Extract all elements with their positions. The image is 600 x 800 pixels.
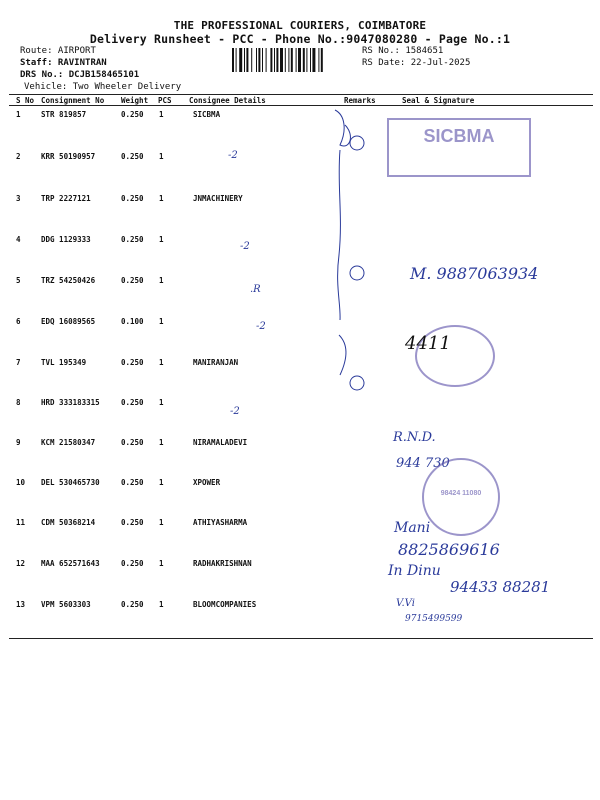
col-weight: Weight — [121, 96, 149, 105]
signature-row9: R.N.D. — [393, 430, 436, 445]
row-consignment: HRD 333183315 — [41, 398, 100, 407]
row-consignment: KRR 50190957 — [41, 152, 96, 161]
row-sno: 6 — [16, 317, 21, 326]
table-row — [0, 600, 600, 642]
row-weight: 0.250 — [121, 398, 144, 407]
row-consignee: ATHIYASHARMA — [193, 518, 248, 527]
row-pcs: 1 — [159, 358, 164, 367]
row-consignment: CDM 50368214 — [41, 518, 96, 527]
row-consignment: DDG 1129333 — [41, 235, 91, 244]
col-pcs: PCS — [158, 96, 172, 105]
row-consignment: DEL 530465730 — [41, 478, 100, 487]
row-consignee: MANIRANJAN — [193, 358, 239, 367]
signature-row13: V.Vi — [396, 598, 415, 609]
tick-mark: -2 — [228, 150, 238, 161]
row-consignment: KCM 21580347 — [41, 438, 96, 447]
stamp-text: SICBMA — [423, 126, 495, 146]
barcode — [232, 48, 354, 72]
row-consignment: STR 819857 — [41, 110, 87, 119]
row-pcs: 1 — [159, 478, 164, 487]
row-consignment: VPM 5603303 — [41, 600, 91, 609]
row-weight: 0.250 — [121, 358, 144, 367]
row-sno: 7 — [16, 358, 21, 367]
row-consignee: JNMACHINERY — [193, 194, 243, 203]
row-pcs: 1 — [159, 194, 164, 203]
remarks-ink-strokes — [325, 105, 370, 405]
row-consignment: EDQ 16089565 — [41, 317, 96, 326]
signature-row5: M. 9887063934 — [410, 264, 539, 283]
table-row — [0, 194, 600, 236]
signature-row7: 4411 — [405, 333, 451, 354]
row-weight: 0.250 — [121, 110, 144, 119]
table-row — [0, 478, 600, 520]
row-sno: 8 — [16, 398, 21, 407]
stamp-2-text: 98424 11080 — [440, 490, 482, 497]
row-weight: 0.250 — [121, 518, 144, 527]
row-weight: 0.250 — [121, 559, 144, 568]
tick-mark: -2 — [256, 321, 266, 332]
row-weight: 0.100 — [121, 317, 144, 326]
row-pcs: 1 — [159, 317, 164, 326]
drs-number: DRS No.: DCJB158465101 — [20, 70, 140, 80]
rs-date: RS Date: 22-Jul-2025 — [362, 58, 471, 68]
table-row — [0, 518, 600, 560]
row-weight: 0.250 — [121, 438, 144, 447]
header-top-rule — [9, 94, 593, 95]
company-stamp — [387, 118, 531, 177]
row-weight: 0.250 — [121, 235, 144, 244]
row-sno: 9 — [16, 438, 21, 447]
col-sno: S No — [16, 96, 35, 105]
runsheet-subtitle: Delivery Runsheet - PCC - Phone No.:9047080280 - Page No.:1 — [89, 32, 511, 46]
row-pcs: 1 — [159, 235, 164, 244]
row-consignment: TRZ 54250426 — [41, 276, 96, 285]
route-label: Route: AIRPORT — [20, 46, 96, 56]
row-consignment: TRP 2227121 — [41, 194, 91, 203]
row-consignment: MAA 652571643 — [41, 559, 100, 568]
table-row — [0, 358, 600, 400]
row-pcs: 1 — [159, 518, 164, 527]
row-weight: 0.250 — [121, 276, 144, 285]
row-weight: 0.250 — [121, 600, 144, 609]
row-pcs: 1 — [159, 600, 164, 609]
row-pcs: 1 — [159, 276, 164, 285]
staff-label: Staff: RAVINTRAN — [20, 58, 107, 68]
phone-row12: 94433 88281 — [450, 578, 551, 596]
table-bottom-rule — [9, 638, 593, 639]
phone-row13: 9715499599 — [405, 614, 463, 624]
row-consignee: XPOWER — [193, 478, 221, 487]
row-weight: 0.250 — [121, 152, 144, 161]
row-pcs: 1 — [159, 438, 164, 447]
tick-mark: -2 — [230, 406, 240, 417]
signature-row11: Mani — [394, 520, 431, 536]
round-stamp-2 — [422, 458, 500, 536]
phone-row9: 944 730 — [396, 456, 450, 471]
col-consignment: Consignment No — [41, 96, 105, 105]
row-pcs: 1 — [159, 398, 164, 407]
row-weight: 0.250 — [121, 194, 144, 203]
row-weight: 0.250 — [121, 478, 144, 487]
row-sno: 10 — [16, 478, 26, 487]
header-bottom-rule — [9, 105, 593, 106]
tick-mark: .R — [250, 284, 261, 295]
row-consignee: NIRAMALADEVI — [193, 438, 248, 447]
row-pcs: 1 — [159, 152, 164, 161]
company-title: THE PROFESSIONAL COURIERS, COIMBATORE — [173, 19, 427, 32]
row-sno: 2 — [16, 152, 21, 161]
table-row — [0, 438, 600, 480]
phone-row11: 8825869616 — [398, 540, 500, 559]
row-consignment: TVL 195349 — [41, 358, 87, 367]
row-sno: 12 — [16, 559, 26, 568]
table-row — [0, 398, 600, 440]
row-sno: 13 — [16, 600, 26, 609]
table-row — [0, 317, 600, 359]
row-consignee: RADHAKRISHNAN — [193, 559, 252, 568]
col-consignee: Consignee Details — [189, 96, 266, 105]
row-sno: 1 — [16, 110, 21, 119]
col-remarks: Remarks — [344, 96, 376, 105]
row-pcs: 1 — [159, 559, 164, 568]
row-consignee: SICBMA — [193, 110, 221, 119]
row-pcs: 1 — [159, 110, 164, 119]
row-sno: 4 — [16, 235, 21, 244]
row-consignee: BLOOMCOMPANIES — [193, 600, 257, 609]
row-sno: 3 — [16, 194, 21, 203]
row-sno: 5 — [16, 276, 21, 285]
col-seal: Seal & Signature — [402, 96, 475, 105]
row-sno: 11 — [16, 518, 26, 527]
vehicle-label: Vehicle: Two Wheeler Delivery — [24, 82, 182, 92]
tick-mark: -2 — [240, 241, 250, 252]
rs-number: RS No.: 1584651 — [362, 46, 444, 56]
signature-row12: In Dinu — [388, 563, 441, 579]
